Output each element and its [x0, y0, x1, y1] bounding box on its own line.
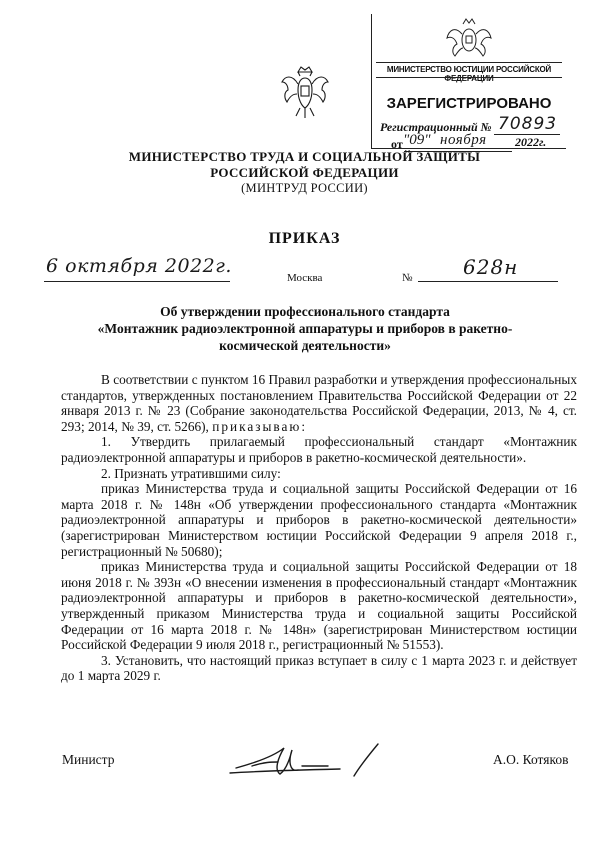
paragraph-basis	[61, 372, 577, 434]
paragraph-repealed-order-1: приказ Министерства труда и социальной защиты Российской Федерации от 16 марта 2018 г. № 148н «Об утверждении профессионального стандарта «Монтажник радиоэлектронной аппаратуры и приборов в ракетно-космической деятельности» (зарегистрирован Министерством юстиции Российской Федерации 9 апреля 2018 г., регистрационный № 50680);	[61, 481, 577, 559]
order-date-handwritten: 6 октября 2022г.	[46, 255, 232, 277]
signatory-position: Министр	[62, 752, 115, 767]
paragraph-item-2: 2. Признать утратившими силу:	[101, 465, 281, 481]
paragraph-item-3: 3. Установить, что настоящий приказ вступает в силу с 1 марта 2023 г. и действует до 1 марта 2029 г.	[61, 652, 577, 684]
stamp-emblem-icon	[372, 14, 566, 62]
order-body	[61, 372, 577, 684]
stamp-title: ЗАРЕГИСТРИРОВАНО	[386, 95, 552, 112]
stamp-number-label: Регистрационный №	[380, 120, 492, 134]
ministry-short-name: (МИНТРУД РОССИИ)	[241, 181, 368, 195]
order-number-prefix: №	[402, 272, 413, 284]
coat-of-arms-icon	[280, 64, 330, 120]
stamp-ministry-name: МИНИСТЕРСТВО ЮСТИЦИИ РОССИЙСКОЙ ФЕДЕРАЦИИ	[386, 65, 552, 83]
heading-line2: «Монтажник радиоэлектронной аппаратуры и приборов в ракетно-	[97, 321, 513, 336]
stamp-date-day: "09"	[403, 132, 431, 148]
heading-line3: космической деятельности»	[219, 338, 391, 353]
signatory-name: А.О. Котяков	[493, 752, 569, 767]
heading-line1: Об утверждении профессионального стандарта	[160, 304, 450, 319]
stamp-date-prefix: от	[391, 137, 403, 151]
order-verb: приказываю:	[212, 418, 308, 434]
stamp-number-value: 70893	[498, 114, 558, 134]
order-city: Москва	[287, 272, 323, 284]
order-number-handwritten: 628н	[463, 255, 519, 279]
ministry-header	[0, 149, 609, 196]
ministry-name-line2: РОССИЙСКОЙ ФЕДЕРАЦИИ	[210, 165, 399, 180]
paragraph-basis-text: В соответствии с пунктом 16 Правил разработки и утверждения профессиональных стандартов, утвержденных постановлением Правительства Российской Федерации от 22 января 2013 г. № 23 (Собрание законодательства Российской Федерации, 2013, № 4, ст. 293; 2014, № 39, ст. 5266),	[61, 372, 577, 434]
stamp-date-month: ноября	[440, 132, 487, 148]
paragraph-item-1: 1. Утвердить прилагаемый профессиональный стандарт «Монтажник радиоэлектронной аппаратуры и приборов в ракетно-космической деятельности».	[61, 434, 577, 465]
stamp-date-year: 2022г.	[515, 135, 547, 149]
paragraph-repealed-order-2: приказ Министерства труда и социальной защиты Российской Федерации от 18 июня 2018 г. № 393н «О внесении изменения в профессиональный стандарт «Монтажник радиоэлектронной аппаратуры и приборов в ракетно-космической деятельности», утвержденный приказом Министерства труда и социальной защиты Российской Федерации от 16 марта 2018 г. № 148н» (зарегистрирован Министерством юстиции Российской Федерации 9 июля 2018 г., регистрационный № 51553).	[61, 559, 577, 653]
ministry-name-line1: МИНИСТЕРСТВО ТРУДА И СОЦИАЛЬНОЙ ЗАЩИТЫ	[128, 149, 481, 164]
order-heading	[55, 303, 555, 354]
order-title: ПРИКАЗ	[268, 230, 341, 247]
registration-stamp	[371, 14, 566, 149]
handwritten-signature-icon	[228, 740, 398, 782]
